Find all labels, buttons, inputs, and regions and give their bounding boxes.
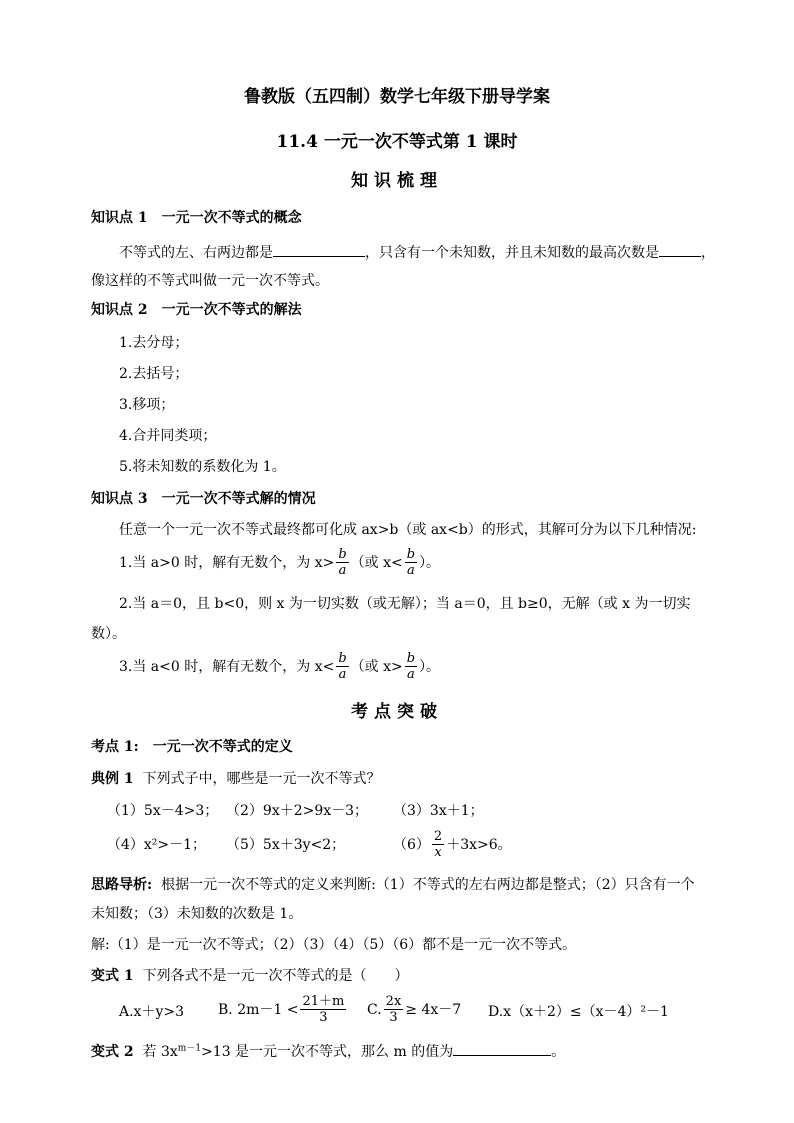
section-heading-exam: 考点突破 [351,702,443,722]
variant-2-c: 。 [551,1044,566,1060]
frac-num: 2 [433,829,443,844]
kp1-line1-b: ，只含有一个未知数，并且未知数的最高次数是 [365,245,659,261]
frac-num: 2x [385,994,402,1009]
fill-blank [273,242,365,257]
kp1-line2: 像这样的不等式叫做一元一次不等式。 [91,273,329,289]
option-b-pre: B. 2m－1 < [218,1001,299,1018]
kp3-case3-c: ）。 [419,658,441,675]
example-item: （4）x²>－1； [107,837,207,853]
frac-den: a [407,667,415,682]
kp1-heading: 知识点 1 一元一次不等式的概念 [91,210,302,226]
example-item-6 [393,829,512,860]
kp1-line1-a: 不等式的左、右两边都是 [119,245,273,261]
kp3-case1-a: 1.当 a>0 时，解有无数个，为 x> [119,554,335,571]
kp3-case1 [119,547,440,578]
fraction-b-over-a [336,651,348,682]
kp3-case3-a: 3.当 a<0 时，解有无数个，为 x< [119,658,335,675]
frac-num: 21＋m [302,994,345,1009]
option-c [367,994,461,1025]
option-b [218,994,348,1025]
kp2-step: 1.去分母； [119,335,189,351]
kp2-heading: 知识点 2 一元一次不等式的解法 [91,302,302,318]
frac-den: x [434,845,442,860]
example-item-label: （6） [393,836,430,853]
fraction-b-over-a [405,651,417,682]
kd1-heading: 考点 1: 一元一次不等式的定义 [91,739,293,755]
example-text: 下列式子中，哪些是一元一次不等式？ [142,771,381,787]
option-a: A.x＋y>3 [119,1004,185,1020]
example-item: （2）9x＋2>9x－3； [226,803,369,819]
frac-den: a [407,563,415,578]
kp3-case3 [119,651,440,682]
variant-2-a: 若 3x [142,1044,178,1060]
frac-den: a [338,667,347,682]
kp3-intro: 任意一个一元一次不等式最终都可化成 ax>b（或 ax<b）的形式，其解可分为以下几种情况: [119,522,697,538]
frac-den: 3 [389,1010,398,1025]
kp3-case1-c: ）。 [419,554,441,571]
variant-1 [91,967,409,985]
kp1-line1 [119,242,715,262]
example-1 [91,770,381,788]
example-item: （1）5x－4>3； [107,803,219,819]
example-label: 典例 1 [91,771,134,787]
solution-text: 解:（1）是一元一次不等式；（2）（3）（4）（5）（6）都不是一元一次不等式。 [91,937,577,953]
exponent: m－1 [177,1043,202,1054]
variant-label: 变式 1 [91,968,134,984]
fraction-b-over-a [405,547,417,578]
example-item: （5）5x＋3y<2； [226,837,346,853]
kp3-case2-line2: 数）。 [91,626,126,642]
fill-blank [453,1041,551,1056]
kp3-case3-b: （或 x> [350,658,403,675]
hint-line1 [91,876,695,894]
frac-num: b [406,547,416,562]
fraction-option-c [384,994,404,1025]
variant-2 [91,1041,565,1061]
kp2-step: 3.移项； [119,397,175,413]
kp2-step: 5.将未知数的系数化为 1。 [119,459,286,475]
kp2-step: 4.合并同类项； [119,428,217,444]
example-item-tail: ＋3x>6。 [446,836,512,853]
kp3-case1-b: （或 x< [350,554,403,571]
frac-num: b [406,651,416,666]
example-item: （3）3x＋1； [393,803,484,819]
kp3-heading: 知识点 3 一元一次不等式解的情况 [91,491,316,507]
variant-label: 变式 2 [91,1044,134,1060]
fraction-2-over-x [432,829,444,860]
fraction-b-over-a [336,547,348,578]
option-c-tail: ≥ 4x－7 [405,1001,462,1018]
doc-title: 鲁教版（五四制）数学七年级下册导学案 [244,87,550,107]
kp3-case2-line1: 2.当 a＝0，且 b<0，则 x 为一切实数（或无解）；当 a＝0，且 b≥0，无解（或 x 为一切实 [119,596,691,612]
frac-den: 3 [319,1010,328,1025]
frac-den: a [338,563,347,578]
section-heading-knowledge: 知识梳理 [351,171,443,191]
hint-label: 思路导析: [91,877,153,893]
fill-blank [659,242,701,257]
kp1-line1-c: ， [701,245,715,261]
hint-line2: 未知数；（3）未知数的次数是 1。 [91,906,303,922]
fraction-option-b [300,994,346,1025]
variant-2-b: >13 是一元一次不等式，那么 m 的值为 [201,1044,454,1060]
hint-text: 根据一元一次不等式的定义来判断:（1）不等式的左右两边都是整式；（2）只含有一个 [161,877,695,893]
option-d: D.x（x＋2）≤（x－4）²－1 [488,1004,669,1020]
kp2-step: 2.去括号； [119,366,189,382]
frac-num: b [338,651,347,666]
variant-text: 下列各式不是一元一次不等式的是（ ） [142,968,409,984]
option-c-pre: C. [367,1001,382,1018]
doc-subtitle: 11.4 一元一次不等式第 1 课时 [276,132,518,152]
frac-num: b [338,547,347,562]
